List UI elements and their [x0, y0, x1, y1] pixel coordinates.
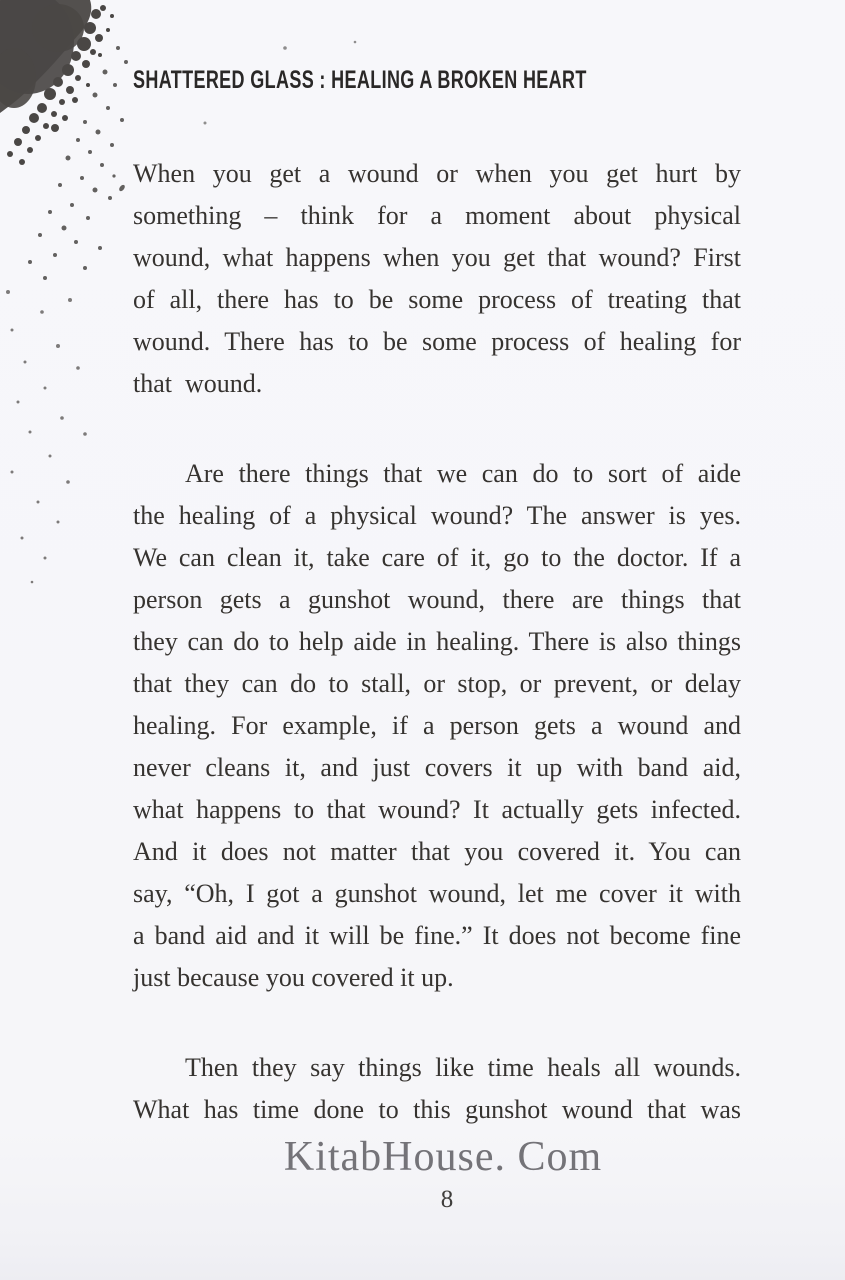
text-line: What has time done to this gunshot wound that was [133, 1095, 741, 1124]
text-line: When you get a wound or when you get hurt by [133, 159, 741, 188]
text-line: just because you covered it up. [133, 963, 454, 992]
paragraph [133, 453, 741, 999]
text-line: the healing of a physical wound? The answer is yes. [133, 501, 741, 530]
text-line: healing. For example, if a person gets a wound and [133, 711, 741, 740]
text-line: And it does not matter that you covered it. You can [133, 837, 741, 866]
watermark-text: KitabHouse. Com [283, 1134, 603, 1180]
page-number: 8 [440, 1186, 454, 1213]
text-line: that wound. [133, 369, 263, 398]
text-line: they can do to help aide in healing. There is also things [133, 627, 741, 656]
paragraph [133, 153, 741, 405]
text-line: We can clean it, take care of it, go to the doctor. If a [133, 543, 741, 572]
text-line: wound. There has to be some process of healing for [133, 327, 741, 356]
text-line: of all, there has to be some process of treating that [133, 285, 741, 314]
text-line: say, “Oh, I got a gunshot wound, let me cover it with [133, 879, 741, 908]
text-line: what happens to that wound? It actually gets infected. [133, 795, 741, 824]
paragraph [133, 1047, 741, 1131]
text-line: something – think for a moment about physical [133, 201, 741, 230]
text-line: that they can do to stall, or stop, or prevent, or delay [133, 669, 741, 698]
text-line: a band aid and it will be fine.” It does not become fine [133, 921, 741, 950]
text-line: Then they say things like time heals all wounds. [185, 1053, 741, 1082]
running-head-title: SHATTERED GLASS : HEALING A BROKEN HEART [133, 66, 587, 94]
text-line: Are there things that we can do to sort of aide [185, 459, 741, 488]
text-line: wound, what happens when you get that wound? First [133, 243, 741, 272]
text-line: never cleans it, and just covers it up with band aid, [133, 753, 741, 782]
text-line: person gets a gunshot wound, there are things that [133, 585, 741, 614]
body-text [133, 153, 741, 1131]
